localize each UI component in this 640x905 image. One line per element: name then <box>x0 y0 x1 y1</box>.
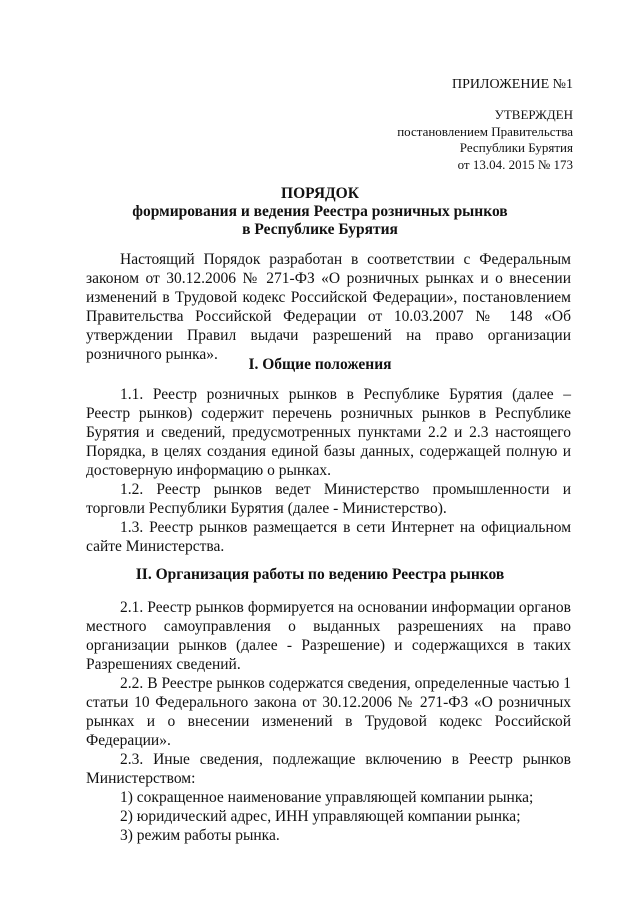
section-1-paragraph: 1.2. Реестр рынков ведет Министерство промышленности и торговли Республики Бурятия (далее - Министерство). <box>86 481 571 517</box>
intro-block <box>86 250 571 364</box>
approval-line: от 13.04. 2015 № 173 <box>457 156 573 172</box>
section-2-paragraph: 2.2. В Реестре рынков содержатся сведения, определенные частью 1 статьи 10 Федерального закона от 30.12.2006 № 271-ФЗ «О розничных рынках и о внесении изменений в Трудовой кодекс Российской Федерации». <box>86 675 571 749</box>
list-item: 2) юридический адрес, ИНН управляющей компании рынка; <box>120 808 521 825</box>
requirements-list <box>86 788 571 845</box>
list-item: 1) сокращенное наименование управляющей компании рынка; <box>120 789 534 806</box>
section-2-heading: II. Организация работы по ведению Реестра рынков <box>135 566 505 583</box>
appendix-label: ПРИЛОЖЕНИЕ №1 <box>452 77 573 92</box>
approval-line: УТВЕРЖДЕН <box>494 107 573 122</box>
section-1-body <box>86 385 571 556</box>
document-title <box>60 185 580 239</box>
section-2-paragraph: 2.1. Реестр рынков формируется на основании информации органов местного самоуправления о выданных разрешениях на право организации рынков (далее - Разрешение) и содержащихся в таких Разрешениях сведений. <box>86 599 571 673</box>
approval-block <box>397 107 573 173</box>
approval-line: постановлением Правительства <box>397 123 573 139</box>
section-1-paragraph: 1.1. Реестр розничных рынков в Республике Бурятия (далее – Реестр рынков) содержит перечень розничных рынков в Республике Бурятия и сведений, предусмотренных пунктами 2.2 и 2.3 настоящего Порядка, в целях создания единой базы данных, содержащей полную и достоверную информацию о рынках. <box>86 386 571 479</box>
intro-paragraph: Настоящий Порядок разработан в соответствии с Федеральным законом от 30.12.2006 № 271-ФЗ «О розничных рынках и о внесении изменений в Трудовой кодекс Российской Федерации», постановлением Правительства Российской Федерации от 10.03.2007 № 148 «Об утверждении Правил выдачи разрешений на право организации розничного рынка». <box>86 251 571 363</box>
section-2-body <box>86 598 571 845</box>
section-2-paragraph: 2.3. Иные сведения, подлежащие включению в Реестр рынков Министерством: <box>86 751 571 787</box>
title-line: формирования и ведения Реестра розничных рынков <box>132 203 508 220</box>
list-item: 3) режим работы рынка. <box>120 827 280 844</box>
section-1-paragraph: 1.3. Реестр рынков размещается в сети Интернет на официальном сайте Министерства. <box>86 519 571 555</box>
title-line: в Республике Бурятия <box>242 221 398 238</box>
approval-line: Республики Бурятия <box>459 140 573 155</box>
section-1-heading: I. Общие положения <box>248 356 392 373</box>
title-line: ПОРЯДОК <box>281 185 359 202</box>
